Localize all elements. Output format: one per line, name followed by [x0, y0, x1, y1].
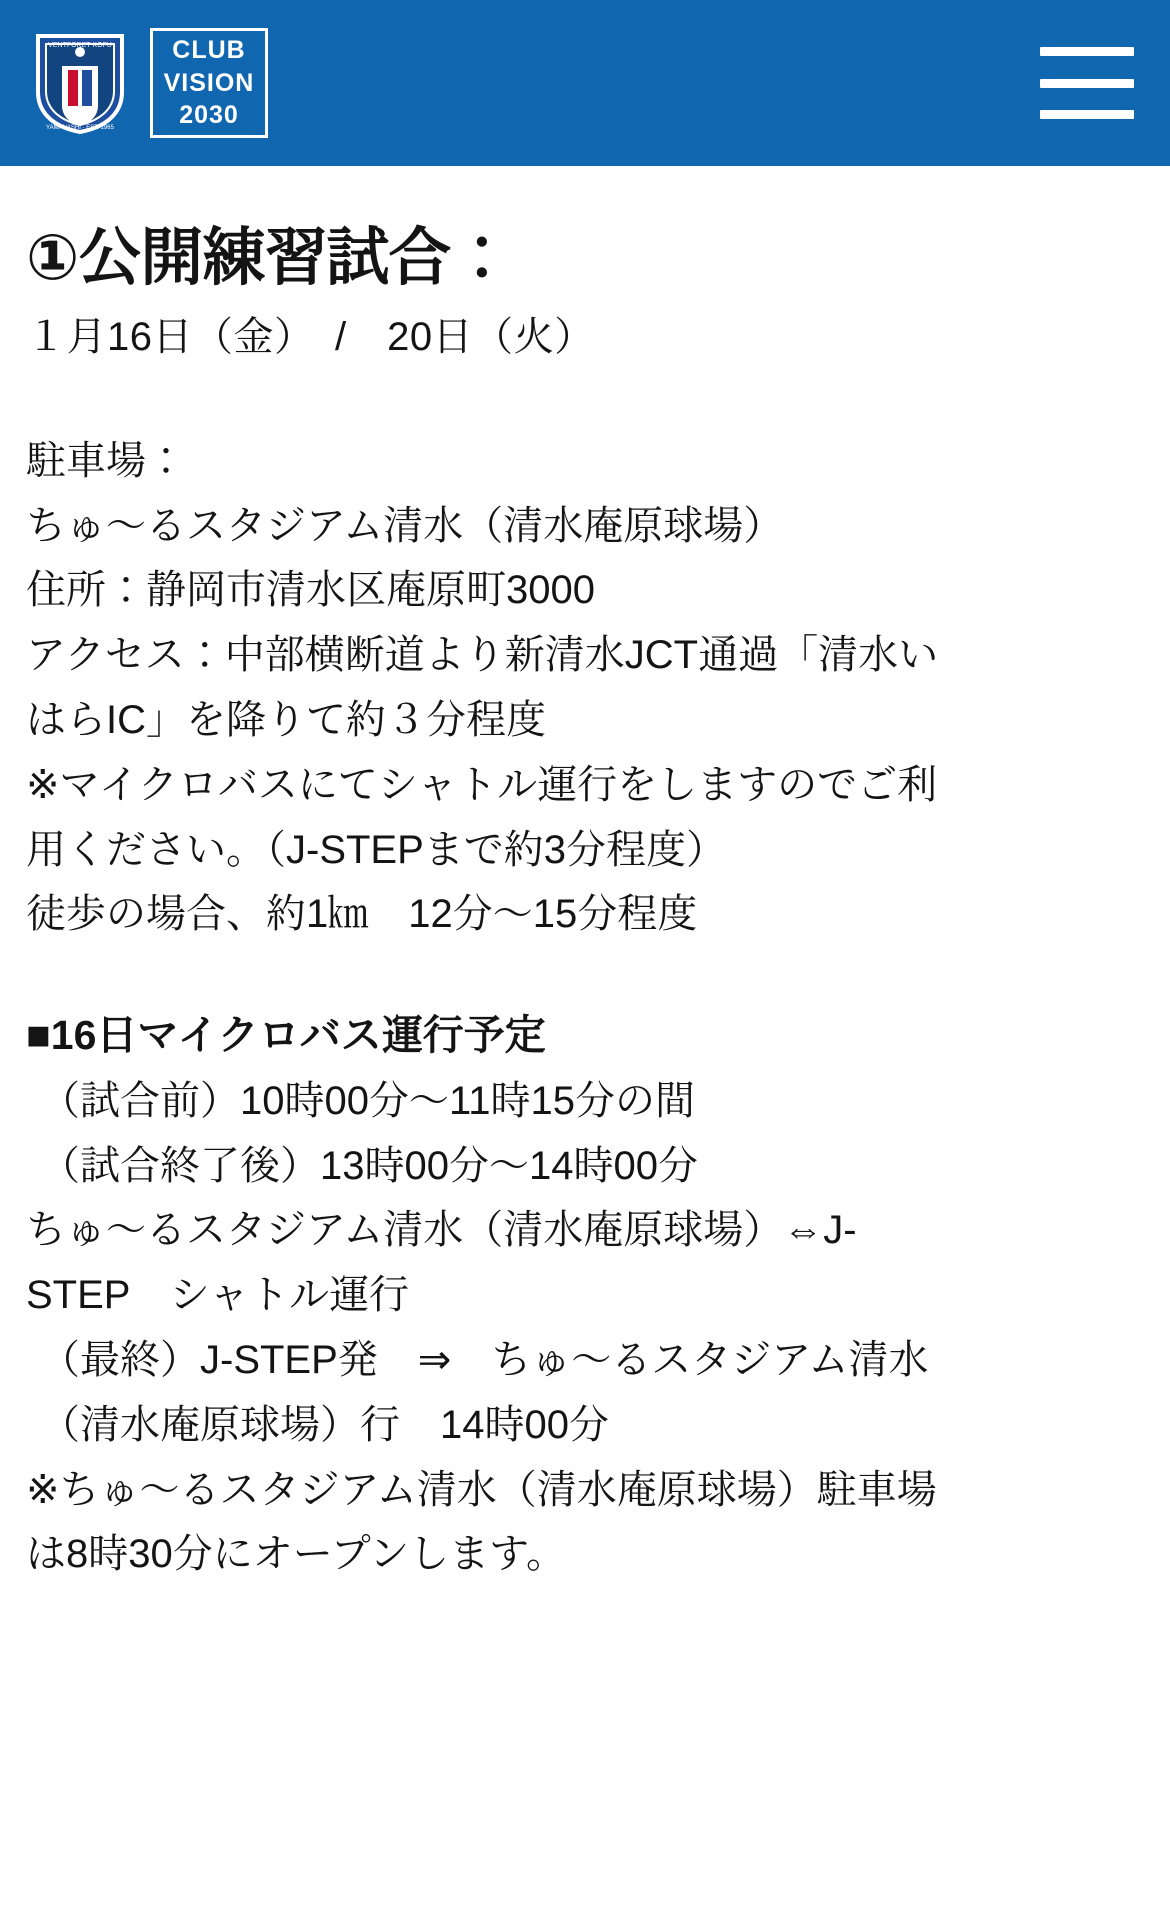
hamburger-bar-1 [1040, 47, 1134, 56]
site-header [0, 0, 1170, 166]
header-left-group [32, 28, 268, 138]
shuttle-before-match: （試合前）10時00分〜11時15分の間 [40, 1078, 695, 1123]
parking-open-line-2: は8時30分にオープンします。 [26, 1532, 566, 1577]
shuttle-section [26, 1003, 1144, 1587]
event-date-line: １月16日（金） / 20日（火） [26, 314, 595, 359]
parking-access-line-1: アクセス：中部横断道より新清水JCT通過「清水い [26, 633, 939, 678]
parking-address: 住所：静岡市清水区庵原町3000 [26, 568, 595, 613]
parking-access-line-2: はらIC」を降りて約３分程度 [26, 698, 546, 743]
club-vision-line-3: 2030 [179, 101, 239, 130]
hamburger-bar-3 [1040, 110, 1134, 119]
parking-section [26, 429, 1144, 947]
shuttle-final-line-2: （清水庵原球場）行 14時00分 [40, 1402, 609, 1447]
club-vision-line-2: VISION [163, 68, 255, 97]
shuttle-heading: ■16日マイクロバス運行予定 [26, 1012, 546, 1059]
shuttle-route-line-2: STEP シャトル運行 [26, 1273, 409, 1318]
hamburger-menu-icon[interactable] [1040, 47, 1134, 119]
shuttle-final-line-1: （最終）J-STEP発 ⇒ ちゅ〜るスタジアム清水 [40, 1338, 929, 1383]
shuttle-route-line-1: ちゅ〜るスタジアム清水（清水庵原球場）⇔J- [26, 1208, 857, 1253]
parking-walk-info: 徒歩の場合、約1㎞ 12分〜15分程度 [26, 892, 698, 937]
parking-label: 駐車場： [26, 438, 186, 483]
parking-note-line-2: 用ください。（J-STEPまで約3分程度） [26, 827, 727, 872]
club-crest-logo[interactable] [32, 30, 128, 136]
parking-venue: ちゅ〜るスタジアム清水（清水庵原球場） [26, 503, 784, 548]
hamburger-bar-2 [1040, 79, 1134, 88]
club-vision-line-1: CLUB [172, 36, 246, 65]
club-vision-badge[interactable] [150, 28, 268, 138]
section-spacer [26, 947, 1144, 1003]
club-crest-icon [32, 30, 128, 136]
page-title: ①公開練習試合： [26, 223, 513, 293]
parking-open-line-1: ※ちゅ〜るスタジアム清水（清水庵原球場）駐車場 [26, 1467, 937, 1512]
shuttle-after-match: （試合終了後）13時00分〜14時00分 [40, 1143, 698, 1188]
svg-text:VENTFORET KOFU: VENTFORET KOFU [48, 42, 112, 49]
svg-text:YAMANASHI · EST. 1965: YAMANASHI · EST. 1965 [46, 125, 114, 131]
article-body [0, 166, 1170, 1627]
parking-note-line-1: ※マイクロバスにてシャトル運行をしますのでご利 [26, 762, 938, 807]
